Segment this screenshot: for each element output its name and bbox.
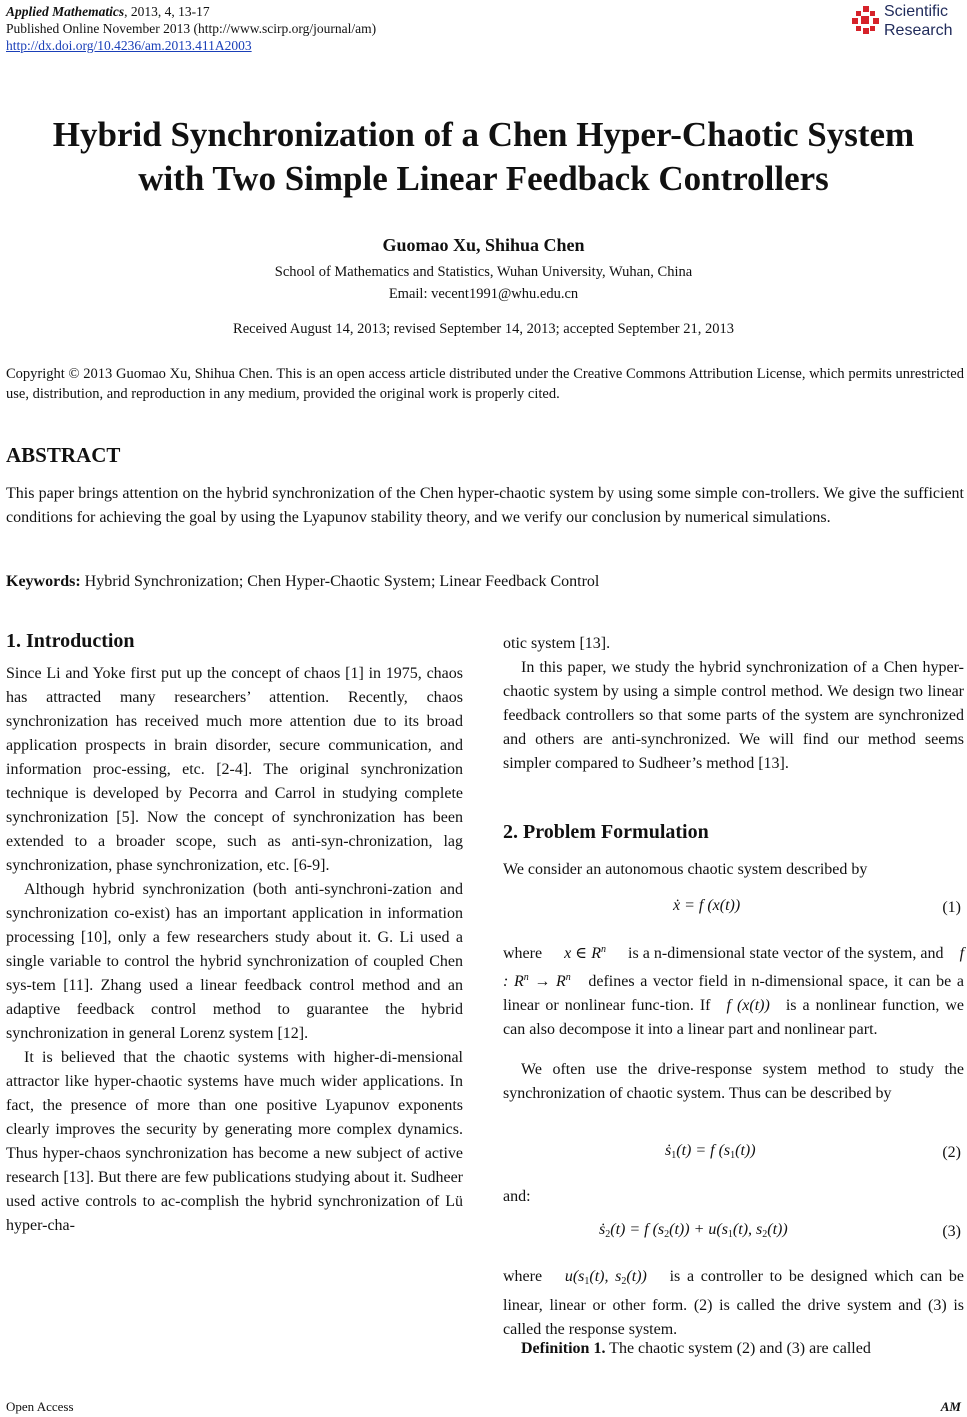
copyright-notice: Copyright © 2013 Guomao Xu, Shihua Chen. This is an open access article distributed under the Creative Commons Attribution License, which permits unrestricted use, distribution, and reproduction in any medium, provided the original work is properly cited.	[6, 366, 964, 402]
footer-open-access: Open Access	[6, 1399, 74, 1414]
keywords	[6, 573, 599, 591]
paper-title	[0, 113, 967, 201]
equation-3	[503, 1221, 964, 1247]
title-line-2: with Two Simple Linear Feedback Controllers	[138, 159, 829, 198]
p3d: is a nonlinear function, we can also decompose it into a linear part and nonlinear part.	[503, 997, 965, 1038]
right-column	[503, 632, 964, 776]
problem-intro: We consider an autonomous chaotic system described by	[503, 861, 868, 878]
published-line: Published Online November 2013 (http://www.scirp.org/journal/am)	[6, 21, 377, 36]
p3b: is a n-dimensional state vector of the system, and	[628, 945, 944, 962]
footer-journal-abbrev: AM	[940, 1399, 961, 1414]
intro-paragraph-3: It is believed that the chaotic systems with higher-di-mensional attractor like hyper-chaotic systems have much wider applications. In fact, the presence of more than one positive Lyapunov exponents clearly improves the security by generating more complex dynamics. Thus hyper-chaos synchronization has become a new subject of active research [13]. But there are few publications studying about it. Sudheer used active controls to ac-complish the hybrid synchronization of Lü hyper-cha-	[6, 1049, 463, 1234]
equation-2-number: (2)	[942, 1144, 961, 1161]
equation-3-body: ṡ$_2$(t) = f $(s_2(t)) + u(s_1(t)$, $s_2(t)$)	[599, 1221, 788, 1240]
keywords-list: Hybrid Synchronization; Chen Hyper-Chaotic System; Linear Feedback Control	[80, 573, 600, 590]
f-mapping: f : $R^n \to R^n$	[503, 945, 965, 990]
p5b: is a controller to be designed which can be linear, linear or other form. (2) is called the drive system and (3) is called the response system.	[503, 1268, 965, 1338]
section-2-title: 2. Problem Formulation	[503, 821, 709, 843]
definition-label: Definition 1.	[521, 1340, 606, 1357]
and-label: and:	[503, 1188, 531, 1205]
journal-name: Applied Mathematics	[6, 4, 125, 19]
journal-header	[6, 3, 376, 54]
where-label: where	[503, 945, 543, 962]
problem-paragraph-3	[503, 1265, 964, 1342]
logo-line-1: Scientific	[884, 3, 949, 20]
affiliation-block	[0, 261, 967, 305]
f-x-t: f (x(t))	[726, 997, 770, 1014]
abstract-text: This paper brings attention on the hybrid synchronization of the Chen hyper-chaotic system by using some simple con-trollers. We give the sufficient conditions for achieving the goal by using the Lyapunov stability theory, and we verify our conclusion by numerical simulations.	[6, 485, 964, 526]
authors: Guomao Xu, Shihua Chen	[382, 235, 585, 255]
email: Email: vecent1991@whu.edu.cn	[388, 286, 579, 302]
controller-u: $u(s_1(t)$, $s_2(t)$)	[564, 1268, 647, 1287]
logo-line-2: Research	[884, 22, 953, 39]
definition-text: The chaotic system (2) and (3) are called	[605, 1340, 871, 1357]
problem-paragraph-1	[503, 938, 964, 1042]
keywords-label: Keywords:	[6, 573, 81, 590]
doi-link[interactable]: http://dx.doi.org/10.4236/am.2013.411A2003	[6, 38, 252, 53]
equation-1-number: (1)	[942, 899, 961, 916]
equation-3-number: (3)	[942, 1223, 961, 1240]
equation-1-body: ẋ = f (x(t))	[673, 897, 741, 914]
publisher-logo	[852, 2, 964, 42]
where-label-2: where	[503, 1268, 543, 1285]
intro-continuation: otic system [13].	[503, 635, 611, 652]
left-column	[6, 662, 463, 1238]
definition-1	[503, 1337, 964, 1361]
journal-volume: , 2013, 4, 13-17	[124, 4, 210, 19]
received-dates: Received August 14, 2013; revised September 14, 2013; accepted September 21, 2013	[233, 321, 734, 337]
equation-1	[503, 897, 964, 923]
title-line-1: Hybrid Synchronization of a Chen Hyper-Chaotic System	[52, 115, 915, 154]
intro-paragraph-2: Although hybrid synchronization (both anti-synchroni-zation and synchronization co-exist) has an important application in information processing [10], only a few researchers study about it. G. Li used a single variable to control the hybrid synchronization of coupled Chen sys-tem [11]. Zhang used a linear feedback control method and an adaptive feedback control method to guarantee the hybrid synchronization in general Lorenz system [12].	[6, 881, 463, 1042]
intro-paragraph-1: Since Li and Yoke first put up the concept of chaos [1] in 1975, chaos has attracted many researchers’ attention. Recently, chaos synchronization has received much more attention due to its broad application prospects in brain disorder, secure communication, and information proc-essing, etc. [2-4]. The original synchronization technique is developed by Pecorra and Carrol in studying complete synchronization [5]. Now the concept of synchronization has been extended to a broader scope, such as anti-syn-chronization, lag synchronization, phase synchronization, etc. [6-9].	[6, 665, 463, 874]
equation-2-body: ṡ$_1$(t) = f $(s_1(t))$	[665, 1142, 756, 1161]
p3c: defines a vector field in n-dimensional space, it can be a linear or nonlinear func-tion. If	[503, 973, 964, 1014]
problem-paragraph-2: We often use the drive-response system method to study the synchronization of chaotic system. Thus can be described by	[503, 1061, 964, 1102]
section-1-title: 1. Introduction	[6, 630, 135, 652]
intro-paragraph-4: In this paper, we study the hybrid synchronization of a Chen hyper-chaotic system by using a simple control method. We design two linear feedback controllers so that some parts of the system are synchronized and others are anti-synchronized. We will find our method seems simpler compared to Sudheer’s method [13].	[503, 659, 964, 772]
abstract-heading: ABSTRACT	[6, 443, 121, 467]
affiliation: School of Mathematics and Statistics, Wuhan University, Wuhan, China	[274, 264, 693, 280]
x-in-rn: x ∈ $R^n$	[564, 944, 606, 962]
equation-2	[503, 1142, 964, 1168]
scientific-research-logo-icon	[852, 6, 880, 36]
